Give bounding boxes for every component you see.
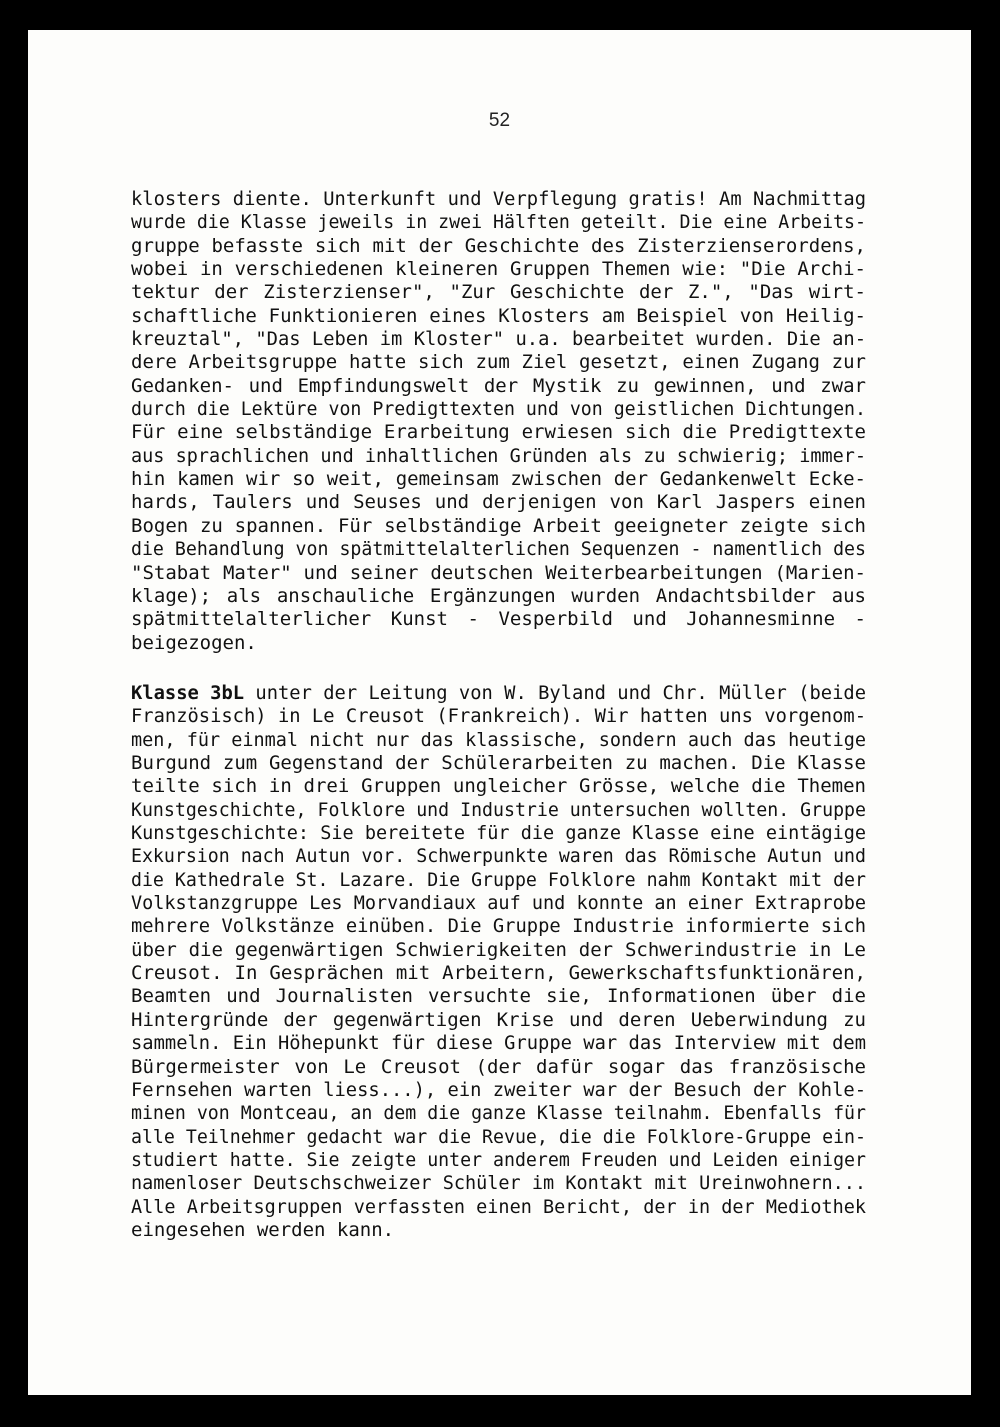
- text-line: über die gegenwärtigen Schwierigkeiten der Schwerindustrie in Le: [131, 938, 866, 961]
- text-line: mehrere Volkstänze einüben. Die Gruppe Industrie informierte sich: [131, 916, 866, 938]
- text-line: Alle Arbeitsgruppen verfassten einen Bericht, der in der Mediothek: [131, 1196, 866, 1218]
- text-line: schaftliche Funktionieren eines Klosters am Beispiel von Heilig-: [131, 304, 866, 327]
- text-line: Kunstgeschichte: Sie bereitete für die ganze Klasse eine eintägige: [131, 823, 866, 845]
- text-line: wobei in verschiedenen kleineren Gruppen Themen wie: "Die Archi-: [131, 258, 866, 281]
- text-line: dere Arbeitsgruppe hatte sich zum Ziel gesetzt, einen Zugang zur: [131, 351, 866, 374]
- document-page: [28, 30, 971, 1395]
- text-line: men, für einmal nicht nur das klassische, sondern auch das heutige: [131, 729, 866, 751]
- page-number: 52: [488, 110, 511, 131]
- text-line: Beamten und Journalisten versuchte sie, Informationen über die: [131, 985, 866, 1008]
- text-line: "Stabat Mater" und seiner deutschen Weiterbearbeitungen (Marien-: [131, 561, 866, 584]
- text-line: wurde die Klasse jeweils in zwei Hälften geteilt. Die eine Arbeits-: [131, 212, 866, 234]
- text-line: Volkstanzgruppe Les Morvandiaux auf und konnte an einer Extraprobe: [131, 893, 866, 915]
- text-line-heading: [131, 682, 866, 705]
- text-line: teilte sich in drei Gruppen ungleicher Grösse, welche die Themen: [131, 775, 866, 798]
- text-line: Burgund zum Gegenstand der Schülerarbeiten zu machen. Die Klasse: [131, 752, 866, 775]
- text-line: Exkursion nach Autun vor. Schwerpunkte waren das Römische Autun und: [131, 846, 866, 868]
- text-line: gruppe befasste sich mit der Geschichte des Zisterzienserordens,: [131, 234, 866, 257]
- section-heading: Klasse 3bL: [131, 683, 245, 704]
- paragraph-klasse-3bl: [131, 682, 866, 1242]
- text-line: Bogen zu spannen. Für selbständige Arbeit geeigneter zeigte sich: [131, 514, 866, 537]
- text-line: Creusot. In Gesprächen mit Arbeitern, Gewerkschaftsfunktionären,: [131, 962, 866, 985]
- text-line: Kunstgeschichte, Folklore und Industrie untersuchen wollten. Gruppe: [131, 799, 866, 821]
- text-line: hin kamen wir so weit, gemeinsam zwischen der Gedankenwelt Ecke-: [131, 468, 866, 491]
- text-line: aus sprachlichen und inhaltlichen Gründen als zu schwierig; immer-: [131, 445, 866, 467]
- text-line: tektur der Zisterzienser", "Zur Geschichte der Z.", "Das wirt-: [131, 281, 866, 304]
- text-line: Hintergründe der gegenwärtigen Krise und deren Ueberwindung zu: [131, 1008, 866, 1031]
- text-line: spätmittelalterlicher Kunst - Vesperbild und Johannesminne -: [131, 608, 866, 631]
- text-line: kreuztal", "Das Leben im Kloster" u.a. bearbeitet wurden. Die an-: [131, 329, 866, 351]
- text-line: klage); als anschauliche Ergänzungen wurden Andachtsbilder aus: [131, 584, 866, 607]
- text-line: beigezogen.: [131, 631, 257, 654]
- paragraph-mystik-group: [131, 188, 866, 655]
- text-line: eingesehen werden kann.: [131, 1218, 395, 1241]
- text-line: die Kathedrale St. Lazare. Die Gruppe Folklore nahm Kontakt mit der: [131, 869, 866, 891]
- text-line: Für eine selbständige Erarbeitung erwiesen sich die Predigttexte: [131, 421, 866, 444]
- text-line: Gedanken- und Empfindungswelt der Mystik zu gewinnen, und zwar: [131, 374, 866, 397]
- text-line: minen von Montceau, an dem die ganze Klasse teilnahm. Ebenfalls für: [131, 1103, 866, 1125]
- heading-line-rest: unter der Leitung von W. Byland und Chr. Müller (beide: [244, 683, 866, 704]
- text-line: alle Teilnehmer gedacht war die Revue, die die Folklore-Gruppe ein-: [131, 1126, 866, 1148]
- text-line: studiert hatte. Sie zeigte unter anderem Freuden und Leiden einiger: [131, 1149, 866, 1171]
- text-line: klosters diente. Unterkunft und Verpflegung gratis! Am Nachmittag: [131, 189, 866, 210]
- text-line: sammeln. Ein Höhepunkt für diese Gruppe war das Interview mit dem: [131, 1033, 866, 1055]
- text-line: hards, Taulers und Seuses und derjenigen von Karl Jaspers einen: [131, 491, 866, 514]
- text-line: Fernsehen warten liess...), ein zweiter war der Besuch der Kohle-: [131, 1079, 866, 1101]
- text-line: Bürgermeister von Le Creusot (der dafür sogar das französische: [131, 1055, 866, 1078]
- text-line: die Behandlung von spätmittelalterlichen Sequenzen - namentlich des: [131, 539, 866, 561]
- text-line: durch die Lektüre von Predigttexten und von geistlichen Dichtungen.: [131, 399, 866, 421]
- text-line: namenloser Deutschschweizer Schüler im Kontakt mit Ureinwohnern...: [131, 1173, 866, 1195]
- text-line: Französisch) in Le Creusot (Frankreich). Wir hatten uns vorgenom-: [131, 706, 866, 728]
